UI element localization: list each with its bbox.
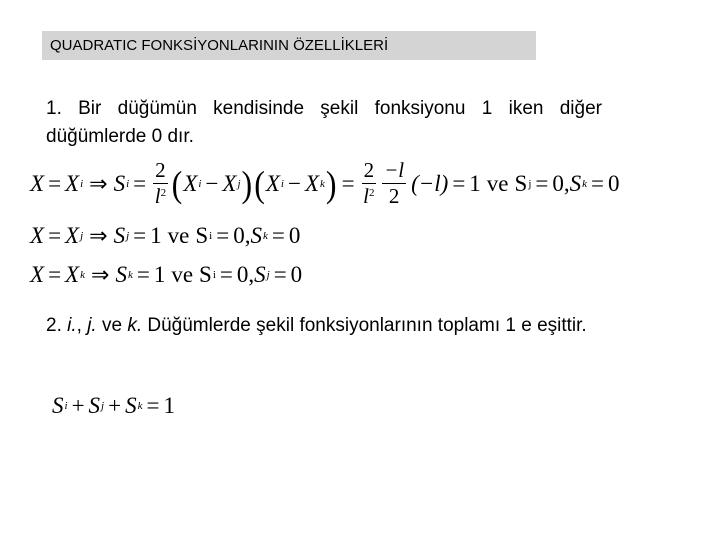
equals-sign: = (271, 223, 285, 248)
equation-sum (52, 393, 175, 419)
neg-l-term: (−l) (411, 170, 449, 196)
equation-node-k (30, 262, 302, 288)
subscript: j (101, 400, 105, 412)
value-zero: 0 (290, 262, 303, 287)
var-x: X (30, 223, 45, 248)
node-i-label: i. (67, 315, 77, 336)
var-s: S (113, 170, 126, 196)
word-ve: ve (171, 262, 194, 287)
subscript: i (80, 177, 84, 190)
var-s: S (88, 393, 101, 418)
equals-sign: = (219, 262, 233, 287)
numerator: 2 (155, 158, 166, 182)
var-x: X (183, 170, 198, 196)
subscript: j (80, 230, 84, 242)
property-2-text (46, 312, 602, 340)
equals-sign: = (273, 262, 287, 287)
subscript: k (582, 177, 587, 190)
subscript: j (266, 269, 270, 281)
subscript: i (126, 177, 130, 190)
item-number: 2. (46, 315, 68, 336)
subscript: j (126, 230, 130, 242)
equals-sign: = (48, 262, 62, 287)
equals-sign: = (535, 170, 549, 196)
var-s: S (199, 262, 212, 287)
subscript: i (209, 230, 213, 242)
value-zero: 0, (552, 170, 570, 196)
separator: ve (96, 315, 128, 336)
var-s: S (250, 223, 262, 248)
var-x: X (222, 170, 237, 196)
var-x: X (65, 262, 80, 287)
fraction (362, 160, 377, 207)
property-1-text: 1. Bir düğümün kendisinde şekil fonksiyonu 1 iken diğer düğümlerde 0 dır. (46, 98, 602, 147)
equals-sign: = (591, 170, 604, 196)
subscript: j (528, 177, 532, 190)
var-x: X (265, 170, 280, 196)
exponent: 2 (160, 187, 167, 199)
subscript: k (137, 400, 143, 412)
exponent: 2 (368, 187, 375, 199)
subscript: k (320, 177, 325, 190)
plus-sign: + (108, 393, 122, 418)
equals-sign: = (216, 223, 230, 248)
var-s: S (254, 262, 266, 287)
var-s: S (195, 223, 209, 248)
subscript: k (80, 269, 85, 281)
left-paren: ( (171, 162, 183, 205)
implies-arrow: ⇒ (89, 223, 108, 248)
var-x: X (30, 262, 45, 287)
implies-arrow: ⇒ (89, 170, 108, 196)
equation-node-i (30, 160, 619, 207)
subscript: i (198, 177, 202, 190)
var-s: S (52, 393, 64, 418)
subscript: i (280, 177, 284, 190)
denominator (155, 184, 166, 207)
value-one: 1 (153, 262, 166, 287)
var-s: S (125, 393, 137, 418)
subscript: k (127, 269, 133, 281)
equals-sign: = (341, 170, 355, 196)
subscript: k (262, 230, 268, 242)
var-s: S (569, 170, 582, 196)
var-s: S (514, 170, 528, 196)
numerator: 2 (363, 158, 375, 182)
fraction (382, 160, 406, 207)
value-one: 1 (150, 223, 162, 248)
value-zero: 0 (607, 170, 620, 196)
separator: , (76, 315, 88, 336)
value-zero: 0, (236, 262, 255, 287)
var-l: l (363, 184, 369, 208)
word-ve: ve (167, 223, 190, 248)
equals-sign: = (136, 262, 150, 287)
var-x: X (304, 170, 320, 196)
property-2-rest: Düğümlerde şekil fonksiyonlarının toplamı 1 e eşittir. (142, 315, 587, 336)
equals-sign: = (48, 170, 62, 196)
var-s: S (113, 223, 126, 248)
denominator (363, 184, 374, 207)
implies-arrow: ⇒ (91, 262, 110, 287)
subscript: i (212, 269, 216, 281)
equals-sign: = (133, 223, 147, 248)
plus-sign: + (71, 393, 85, 418)
subscript: j (237, 177, 241, 190)
equals-sign: = (452, 170, 466, 196)
equals-sign: = (133, 170, 147, 196)
var-x: X (30, 170, 45, 196)
var-s: S (115, 262, 127, 287)
var-l: l (154, 184, 161, 208)
value-zero: 0 (288, 223, 301, 248)
equals-sign: = (146, 393, 160, 418)
value-one: 1 (469, 170, 481, 196)
value-zero: 0, (233, 223, 251, 248)
right-paren: ) (241, 162, 253, 205)
denominator: 2 (388, 184, 400, 208)
fraction (153, 160, 168, 207)
equals-sign: = (48, 223, 62, 248)
numerator: −l (384, 158, 405, 182)
var-x: X (65, 223, 80, 248)
right-paren: ) (325, 162, 337, 205)
equation-node-j (30, 223, 300, 249)
node-k-label: k. (127, 315, 143, 336)
subscript: i (64, 400, 68, 412)
minus-sign: − (287, 170, 301, 196)
var-x: X (65, 170, 80, 196)
value-one: 1 (163, 393, 175, 418)
node-j-label: j. (87, 315, 97, 336)
slide-title: QUADRATIC FONKSİYONLARININ ÖZELLİKLERİ (42, 31, 536, 60)
left-paren: ( (254, 162, 265, 205)
word-ve: ve (486, 170, 509, 196)
minus-sign: − (205, 170, 219, 196)
